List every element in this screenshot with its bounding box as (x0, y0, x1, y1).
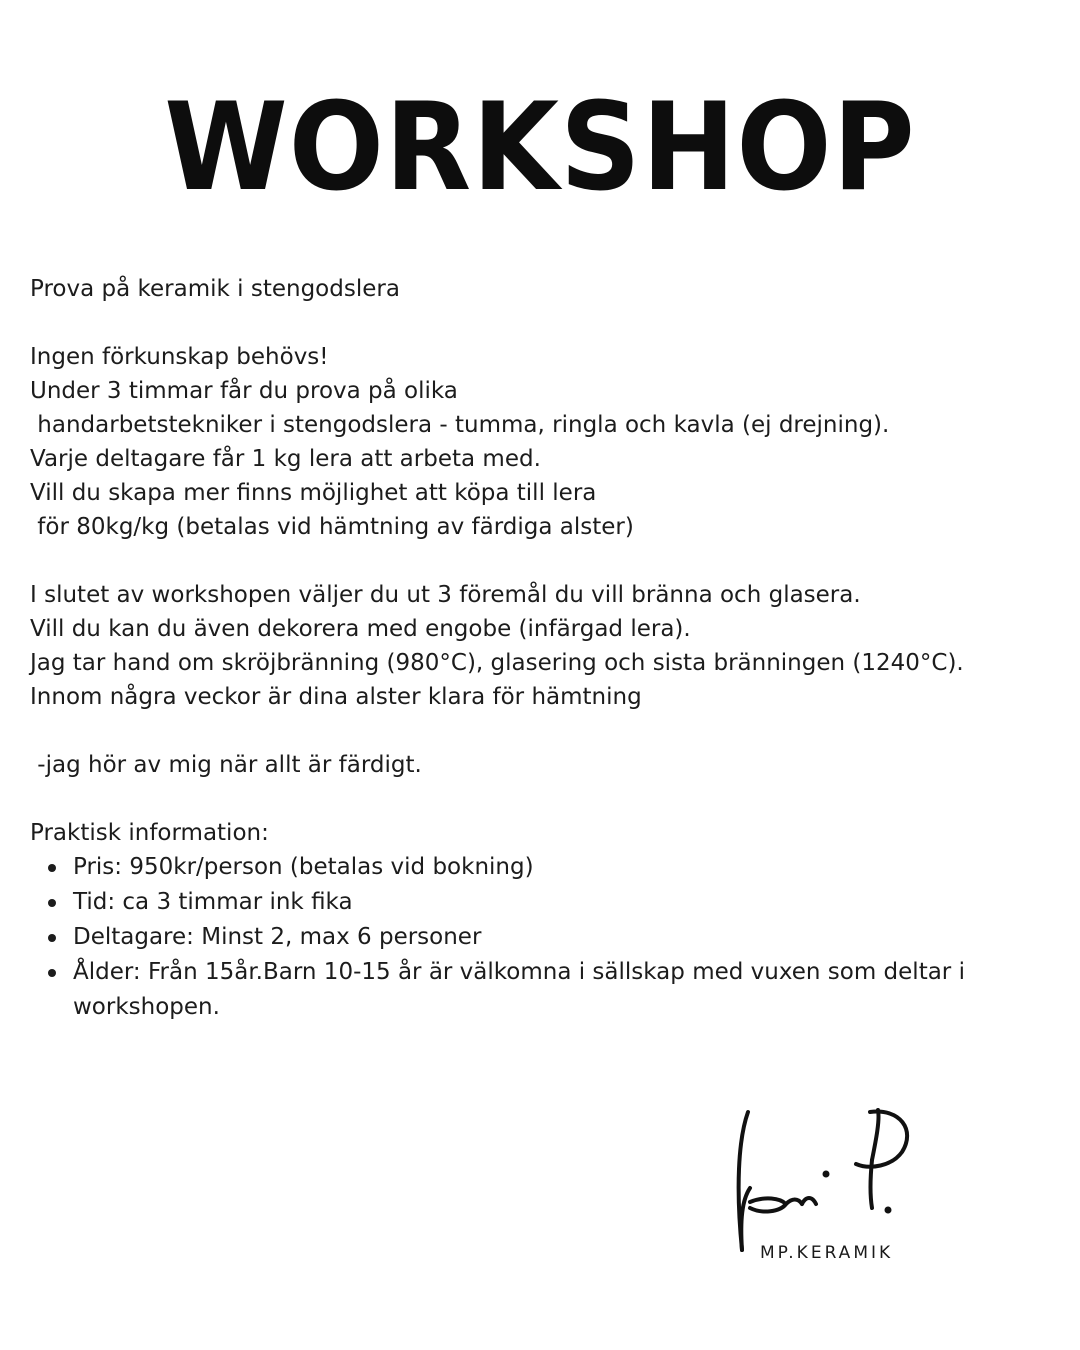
list-item: Pris: 950kr/person (betalas vid bokning) (73, 850, 1040, 885)
list-item: Tid: ca 3 timmar ink fika (73, 885, 1040, 920)
detail-line: Vill du skapa mer finns möjlighet att köpa till lera (30, 480, 597, 506)
list-item: Deltagare: Minst 2, max 6 personer (73, 920, 1040, 955)
note-line: -jag hör av mig när allt är färdigt. (30, 752, 422, 778)
intro-line: Prova på keramik i stengodslera (30, 276, 400, 302)
practical-list (30, 850, 1040, 1025)
detail-line: Under 3 timmar får du prova på olika (30, 378, 458, 404)
signature-caption: MP.KERAMIK (760, 1243, 894, 1263)
practical-heading: Praktisk information: (30, 820, 269, 846)
process-line: Jag tar hand om skröjbränning (980°C), glasering och sista bränningen (1240°C). (30, 650, 964, 676)
detail-line: för 80kg/kg (betalas vid hämtning av färdiga alster) (30, 514, 634, 540)
body-text (30, 272, 1040, 1025)
detail-line: Ingen förkunskap behövs! (30, 344, 329, 370)
detail-line: handarbetstekniker i stengodslera - tumma, ringla och kavla (ej drejning). (30, 412, 890, 438)
process-line: I slutet av workshopen väljer du ut 3 föremål du vill bränna och glasera. (30, 582, 861, 608)
list-item: Ålder: Från 15år.Barn 10-15 år är välkomna i sällskap med vuxen som deltar i workshopen. (73, 955, 1040, 1025)
process-line: Innom några veckor är dina alster klara för hämtning (30, 684, 642, 710)
detail-line: Varje deltagare får 1 kg lera att arbeta med. (30, 446, 541, 472)
page-title: WORKSHOP (164, 77, 916, 219)
process-line: Vill du kan du även dekorera med engobe (infärgad lera). (30, 616, 691, 642)
